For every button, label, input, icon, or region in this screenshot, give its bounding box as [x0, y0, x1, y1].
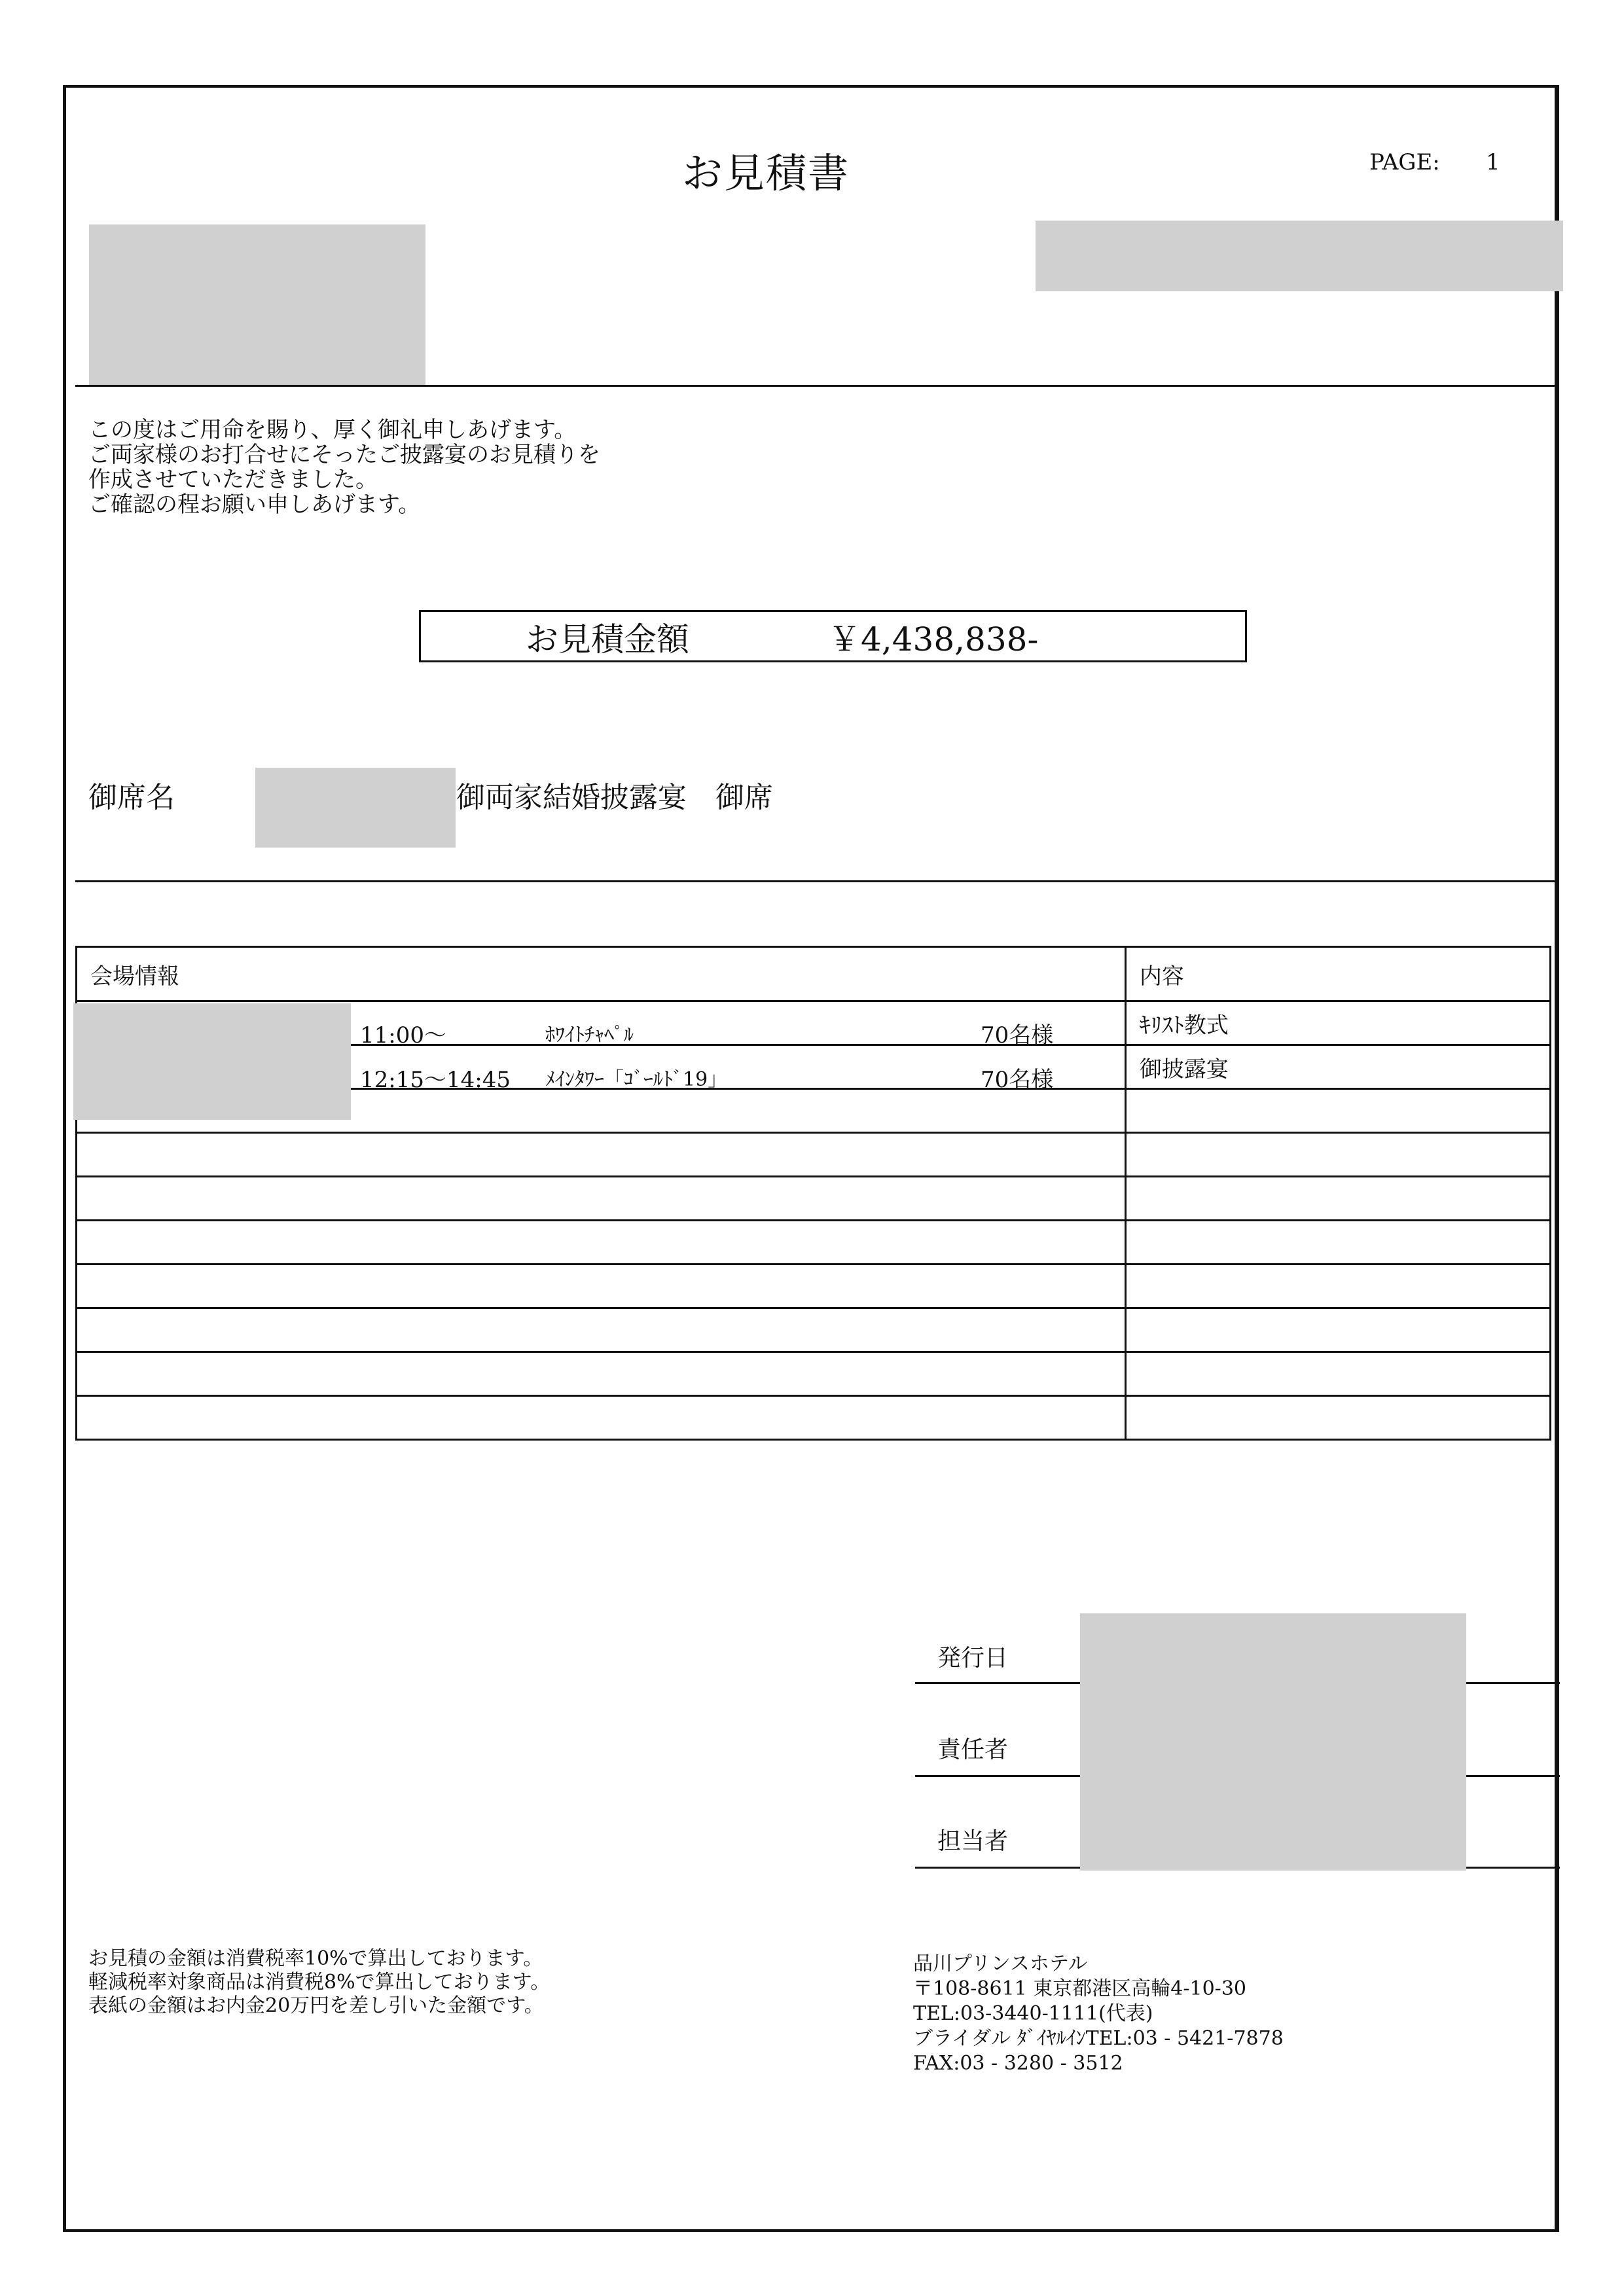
hotel-tel: TEL:03-3440-1111(代表) [913, 2002, 1153, 2025]
estimate-amount-label: お見積金額 [526, 620, 689, 658]
row2-time: 12:15～14:45 [360, 1067, 511, 1093]
hotel-bridal-tel: ブライダル ﾀﾞｲﾔﾙｲﾝTEL:03 - 5421-7878 [913, 2027, 1284, 2050]
row1-venue: ﾎﾜｲﾄﾁｬﾍﾟﾙ [545, 1024, 634, 1047]
content-cell: ｷﾘｽﾄ教式 [1139, 1012, 1229, 1039]
redacted-recipient [89, 224, 425, 386]
page-label: PAGE: [1369, 149, 1440, 175]
estimate-amount-value: ￥4,438,838- [828, 620, 1039, 658]
staff-label: 担当者 [937, 1828, 1009, 1855]
note-line: 表紙の金額はお内金20万円を差し引いた金額です。 [88, 1994, 544, 2017]
redacted-reference [1036, 221, 1563, 291]
document-title: お見積書 [681, 149, 850, 197]
table-header-row [77, 947, 1551, 1001]
header-divider [75, 385, 1555, 387]
hotel-fax: FAX:03 - 3280 - 3512 [913, 2052, 1123, 2075]
hotel-address: 〒108-8611 東京都港区高輪4-10-30 [913, 1977, 1246, 2000]
issue-date-label: 発行日 [937, 1645, 1009, 1672]
content-header [1125, 947, 1550, 1001]
venue-header [77, 947, 1126, 1001]
redacted-family-names [255, 768, 456, 848]
seat-divider [75, 880, 1555, 882]
table-row [77, 1396, 1551, 1440]
seat-name-text: 御両家結婚披露宴 御席 [456, 781, 773, 814]
row2-venue: ﾒｲﾝﾀﾜｰ「ｺﾞｰﾙﾄﾞ19」 [545, 1068, 728, 1091]
content-cell: 御披露宴 [1139, 1056, 1229, 1083]
table-row [77, 1265, 1551, 1308]
table-row [77, 1221, 1551, 1265]
row1-persons: 70名様 [981, 1022, 1054, 1049]
table-row [77, 1177, 1551, 1221]
responsible-label: 責任者 [937, 1736, 1009, 1763]
note-line: お見積の金額は消費税率10%で算出しております。 [88, 1947, 543, 1970]
redacted-signatures [1080, 1613, 1466, 1871]
intro-line: ご両家様のお打合せにそったご披露宴のお見積りを [88, 442, 600, 468]
content-header-label: 内容 [1139, 963, 1184, 990]
venue-header-label: 会場情報 [90, 963, 179, 990]
redacted-date [73, 1003, 351, 1120]
intro-line: 作成させていただきました。 [88, 467, 378, 493]
seat-name-label: 御席名 [88, 781, 175, 814]
row1-time: 11:00～ [360, 1022, 446, 1049]
note-line: 軽減税率対象商品は消費税8%で算出しております。 [88, 1971, 550, 1994]
row2-persons: 70名様 [981, 1067, 1054, 1093]
page-number: 1 [1486, 149, 1500, 175]
tax-notes [88, 1947, 550, 2018]
intro-line: この度はご用命を賜り、厚く御礼申しあげます。 [88, 417, 577, 443]
intro-line: ご確認の程お願い申しあげます。 [88, 492, 421, 518]
hotel-contact [913, 1952, 1284, 2076]
intro-message [88, 418, 600, 517]
hotel-name: 品川プリンスホテル [913, 1952, 1088, 1975]
table-row [77, 1352, 1551, 1396]
table-row [77, 1308, 1551, 1352]
table-row [77, 1133, 1551, 1177]
